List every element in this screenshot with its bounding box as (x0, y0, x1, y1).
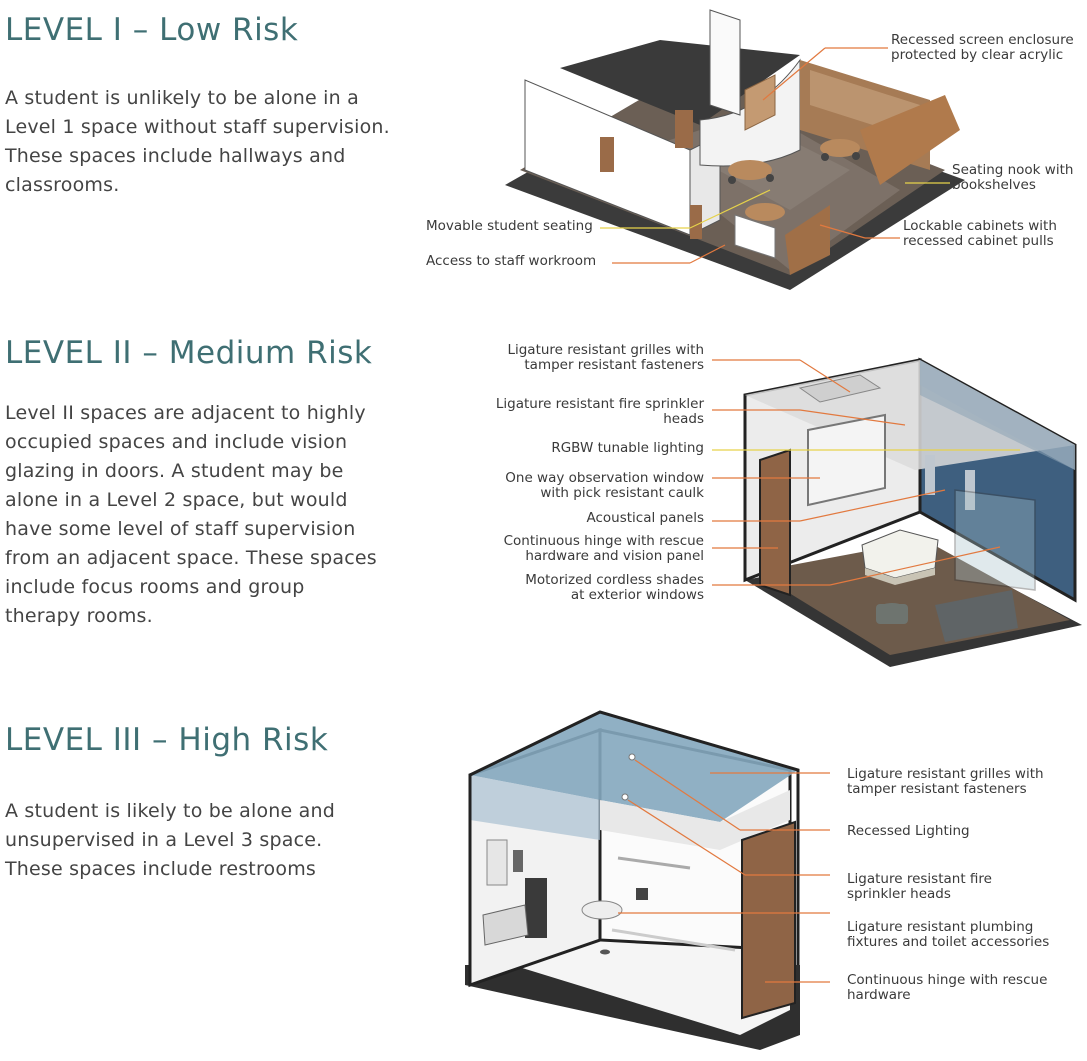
level-1-callout-movable-seating: Movable student seating (426, 218, 593, 234)
level-1-heading: LEVEL I – Low Risk (5, 12, 299, 48)
level-2-callout-acoustical-panels: Acoustical panels (586, 510, 704, 526)
level-2-callout-continuous-hinge: Continuous hinge with rescue hardware and vision panel (503, 533, 704, 564)
level-2-callout-shades: Motorized cordless shades at exterior windows (525, 572, 704, 603)
level-3-callout-plumbing: Ligature resistant plumbing fixtures and toilet accessories (847, 919, 1050, 950)
level-1-callout-lockable-cabinets: Lockable cabinets with recessed cabinet pulls (903, 218, 1057, 249)
level-2-heading: LEVEL II – Medium Risk (5, 335, 373, 371)
level-3-restroom-illustration (465, 712, 800, 1050)
level-3-callout-grilles: Ligature resistant grilles with tamper resistant fasteners (847, 766, 1044, 797)
level-3-heading: LEVEL III – High Risk (5, 722, 329, 758)
level-2-callout-grilles: Ligature resistant grilles with tamper resistant fasteners (507, 342, 704, 373)
level-1-description: A student is unlikely to be alone in a Level 1 space without staff supervision. These spaces include hallways and classrooms. (5, 87, 390, 196)
level-1-callout-seating-nook: Seating nook with bookshelves (952, 162, 1074, 193)
level-3-callout-continuous-hinge: Continuous hinge with rescue hardware (847, 972, 1048, 1003)
level-1-callout-staff-workroom: Access to staff workroom (426, 253, 597, 269)
level-2-callout-sprinkler: Ligature resistant fire sprinkler heads (495, 396, 704, 427)
level-2-callout-observation-window: One way observation window with pick resistant caulk (505, 470, 704, 501)
level-2-focus-room-illustration (745, 360, 1082, 667)
level-3-callout-recessed-lighting: Recessed Lighting (847, 823, 970, 839)
level-3-description: A student is likely to be alone and unsupervised in a Level 3 space. These spaces include restrooms (5, 800, 336, 880)
level-3-callout-sprinkler: Ligature resistant fire sprinkler heads (847, 871, 992, 902)
level-2-callout-rgbw-lighting: RGBW tunable lighting (551, 440, 704, 456)
level-1-callout-screen-enclosure: Recessed screen enclosure protected by clear acrylic (891, 32, 1074, 63)
level-2-description: Level II spaces are adjacent to highly occupied spaces and include vision glazing in doors. A student may be alone in a Level 2 space, but would have some level of staff supervision from an adjacent space. These spaces include focus rooms and group therapy rooms. (5, 402, 377, 627)
